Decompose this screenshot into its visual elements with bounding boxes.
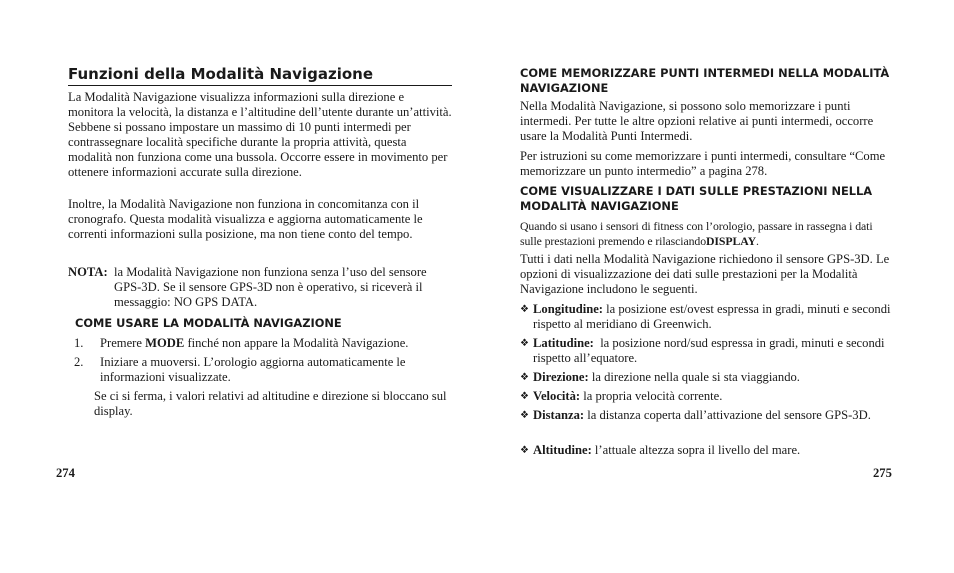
page-number-left: 274 (56, 466, 75, 480)
list-item-altitude (520, 443, 896, 458)
bullet-text: la posizione est/ovest espressa in gradi, minuti e secondi rispetto al meridiano di Greenwich. (533, 302, 891, 331)
page-title: Funzioni della Modalità Navigazione (68, 64, 452, 86)
note-text: la Modalità Navigazione non funziona senza l’uso del sensore GPS-3D. Se il sensore GPS-3D non è operativo, si riceverà il messaggio: NO GPS DATA. (114, 265, 427, 309)
page-number-right: 275 (873, 466, 892, 480)
sensors-text-end: . (756, 234, 759, 248)
list-item-longitude (520, 302, 896, 332)
diamond-bullet-icon: ❖ (520, 372, 529, 383)
list-item-step-2 (74, 355, 452, 385)
bullet-text: la posizione nord/sud espressa in gradi, minuti e secondi rispetto all’equatore. (533, 336, 888, 365)
diamond-bullet-icon: ❖ (520, 410, 529, 421)
instructions-paragraph: Per istruzioni su come memorizzare i punti intermedi, consultare “Come memorizzare un punto intermedio” a pagina 278. (520, 149, 886, 178)
section-heading-usage: COME USARE LA MODALITÀ NAVIGAZIONE (75, 316, 342, 330)
step-text-pre: Premere (100, 336, 146, 350)
bullet-term: Longitudine: (533, 302, 603, 316)
bullet-term: Velocità: (533, 389, 581, 403)
bullet-term: Altitudine: (533, 443, 592, 457)
bullet-term: Latitudine: (533, 336, 594, 350)
diamond-bullet-icon: ❖ (520, 445, 529, 456)
sensors-paragraph (520, 219, 896, 249)
gps-requirement-paragraph: Tutti i dati nella Modalità Navigazione richiedono il sensore GPS-3D. Le opzioni di visualizzazione dei dati sulle prestazioni per la Modalità Navigazione includono le seguenti. (520, 252, 890, 296)
store-waypoints-paragraph: Nella Modalità Navigazione, si possono solo memorizzare i punti intermedi. Per tutte le altre opzioni relative ai punti intermedi, occorre usare la Modalità Punti Intermedi. (520, 99, 874, 143)
note-block (68, 265, 452, 310)
bullet-text: la direzione nella quale si sta viaggiando. (588, 370, 800, 384)
list-item-distance (520, 408, 896, 423)
step-number: 1. (74, 336, 84, 350)
diamond-bullet-icon: ❖ (520, 338, 529, 349)
list-item-latitude (520, 336, 896, 366)
mode-key-label: MODE (145, 336, 185, 350)
step-number: 2. (74, 355, 84, 369)
section-heading-performance-data: COME VISUALIZZARE I DATI SULLE PRESTAZIONI NELLA MODALITÀ NAVIGAZIONE (520, 184, 873, 213)
intro-paragraph: La Modalità Navigazione visualizza informazioni sulla direzione e monitora la velocità, la distanza e l’altitudine dell’utente durante un’attività. Sebbene si possano impostare un massimo di 10 punti intermedi per contrassegnare località specifiche durante la propria attività, questa modalità non funziona come una bussola. Occorre essere in movimento per ottenere informazioni accurate sulla direzione. (68, 90, 452, 179)
section-heading-store-waypoints: COME MEMORIZZARE PUNTI INTERMEDI NELLA MODALITÀ NAVIGAZIONE (520, 66, 890, 95)
list-item-step-1 (74, 336, 452, 351)
note-label: NOTA: (68, 265, 108, 279)
diamond-bullet-icon: ❖ (520, 304, 529, 315)
bullet-text: l’attuale altezza sopra il livello del mare. (591, 443, 801, 457)
display-key-label: DISPLAY (706, 234, 757, 248)
step-2-extra: Se ci si ferma, i valori relativi ad altitudine e direzione si bloccano sul display. (94, 389, 447, 418)
bullet-term: Distanza: (533, 408, 585, 422)
step-text: Iniziare a muoversi. L’orologio aggiorna automaticamente le informazioni visualizzate. (100, 355, 406, 384)
diamond-bullet-icon: ❖ (520, 391, 529, 402)
sensors-text: Quando si usano i sensori di fitness con l’orologio, passare in rassegna i dati sulle prestazioni premendo e rilasciando (520, 219, 873, 248)
bullet-term: Direzione: (533, 370, 589, 384)
step-text-post: finché non appare la Modalità Navigazione. (184, 336, 409, 350)
list-item-direction (520, 370, 896, 385)
bullet-text: la distanza coperta dall’attivazione del sensore GPS-3D. (584, 408, 871, 422)
list-item-speed (520, 389, 896, 404)
step-text (100, 336, 408, 351)
bullet-text: la propria velocità corrente. (580, 389, 723, 403)
chronograph-paragraph: Inoltre, la Modalità Navigazione non funziona in concomitanza con il cronografo. Questa modalità visualizza e aggiorna automaticamente le correnti informazioni sulla posizione, ma non tiene conto del tempo. (68, 197, 423, 241)
